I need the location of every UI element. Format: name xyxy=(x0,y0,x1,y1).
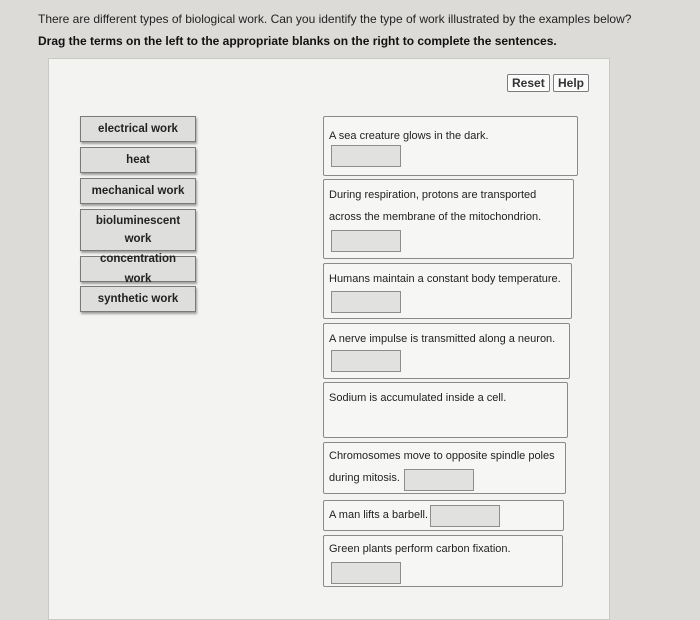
answer-blank[interactable] xyxy=(331,145,401,167)
term-synthetic-work[interactable]: synthetic work xyxy=(80,286,196,312)
sentence-card xyxy=(323,382,568,438)
term-bioluminescent-work[interactable]: bioluminescent work xyxy=(80,209,196,251)
sentence-text: Humans maintain a constant body temperature. xyxy=(329,273,561,285)
sentence-text: A sea creature glows in the dark. xyxy=(329,130,489,142)
sentence-text: Chromosomes move to opposite spindle poles xyxy=(329,450,555,462)
sentence-card xyxy=(323,116,578,176)
sentence-text: Green plants perform carbon fixation. xyxy=(329,543,511,555)
sentence-text: During respiration, protons are transported xyxy=(329,189,537,201)
sentence-card xyxy=(323,179,574,259)
sentence-text: A man lifts a barbell. xyxy=(329,509,429,521)
sentence-card xyxy=(323,323,570,379)
answer-blank[interactable] xyxy=(404,469,474,491)
question-text: There are different types of biological work. Can you identify the type of work illustrated by the examples below? xyxy=(38,12,632,26)
term-mechanical-work[interactable]: mechanical work xyxy=(80,178,196,204)
term-electrical-work[interactable]: electrical work xyxy=(80,116,196,142)
answer-blank[interactable] xyxy=(331,291,401,313)
term-concentration-work[interactable]: concentration work xyxy=(80,256,196,282)
sentence-text: during mitosis. xyxy=(329,472,400,484)
answer-blank[interactable] xyxy=(331,562,401,584)
term-heat[interactable]: heat xyxy=(80,147,196,173)
sentence-card xyxy=(323,535,563,587)
sentence-card xyxy=(323,500,564,531)
help-button[interactable]: Help xyxy=(553,74,589,92)
answer-blank[interactable] xyxy=(430,505,500,527)
sentence-card xyxy=(323,263,572,319)
instructions xyxy=(38,10,678,50)
sentence-text: Sodium is accumulated inside a cell. xyxy=(329,392,507,404)
sentence-text: across the membrane of the mitochondrion. xyxy=(329,211,542,223)
reset-button[interactable]: Reset xyxy=(507,74,550,92)
answer-blank[interactable] xyxy=(331,230,401,252)
sentence-text: A nerve impulse is transmitted along a neuron. xyxy=(329,333,556,345)
answer-blank[interactable] xyxy=(331,350,401,372)
sentence-card xyxy=(323,442,566,494)
directive-text: Drag the terms on the left to the appropriate blanks on the right to complete the sentences. xyxy=(38,34,557,48)
